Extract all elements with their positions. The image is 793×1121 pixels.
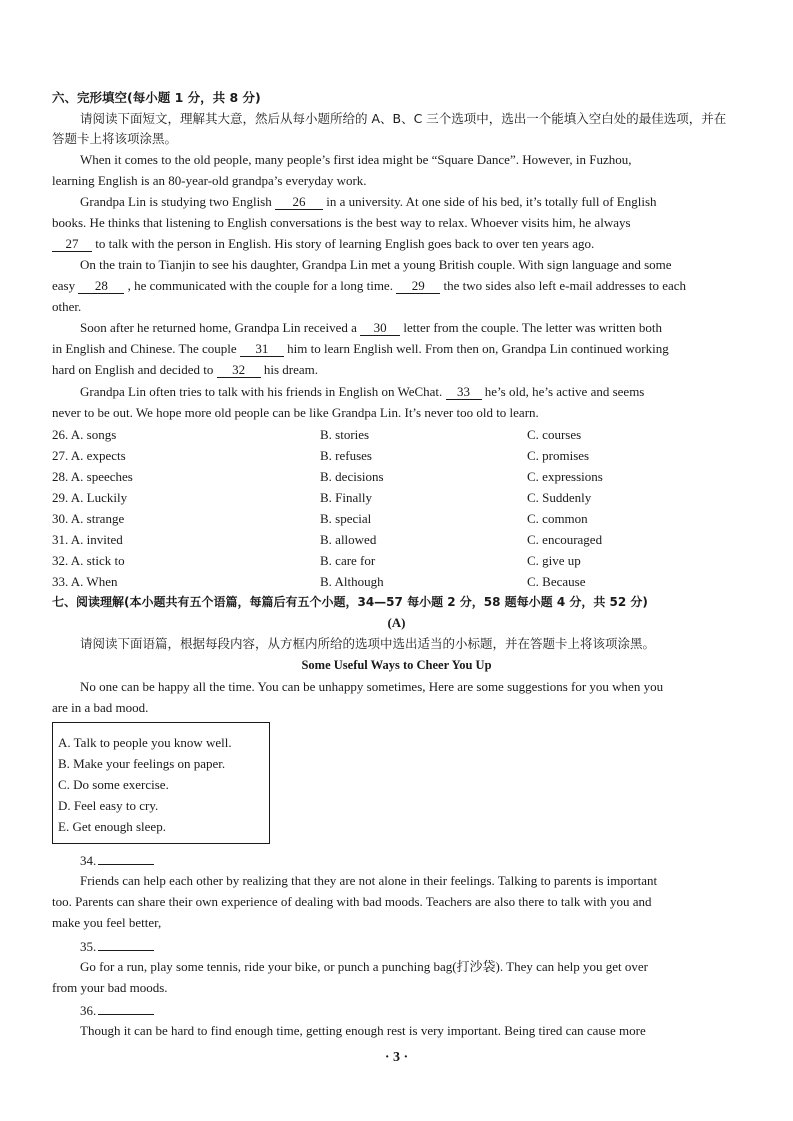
text: hard on English and decided to <box>52 362 214 377</box>
option-27-b: B. refuses <box>320 448 372 463</box>
text: him to learn English well. From then on, Grandpa Lin continued working <box>287 341 669 356</box>
option-31-b: B. allowed <box>320 532 377 547</box>
option-33-b: B. Although <box>320 574 384 589</box>
blank-28: 28 <box>78 279 124 294</box>
section7-instruction: 请阅读下面语篇，根据每段内容，从方框内所给的选项中选出适当的小标题，并在答题卡上将该项涂黑。 <box>80 636 656 651</box>
box-option-b: B. Make your feelings on paper. <box>58 756 226 771</box>
page-number: · 3 · <box>384 1050 409 1065</box>
passage-p1-line2: learning English is an 80-year-old grandpa’s everyday work. <box>52 173 367 188</box>
section6-heading: 六、完形填空(每小题 1 分，共 8 分) <box>52 90 261 105</box>
answer-blank-34 <box>98 852 154 865</box>
option-29-b: B. Finally <box>320 490 373 505</box>
option-31-c: C. encouraged <box>527 532 603 547</box>
passage-title: Some Useful Ways to Cheer You Up <box>301 658 492 672</box>
text: Grandpa Lin often tries to talk with his friends in English on WeChat. <box>80 384 443 399</box>
text: letter from the couple. The letter was written both <box>403 320 662 335</box>
passage-p3-line3: other. <box>52 299 82 314</box>
answer-blank-36 <box>98 1002 154 1015</box>
blank-29: 29 <box>396 279 440 294</box>
option-26-c: C. courses <box>527 427 582 442</box>
option-30-a: 30. A. strange <box>52 511 125 526</box>
passage-p4-line2 <box>52 341 669 357</box>
option-27-a: 27. A. expects <box>52 448 126 463</box>
box-option-e: E. Get enough sleep. <box>58 819 166 834</box>
passage-p4-line3 <box>52 362 318 378</box>
blank-30: 30 <box>360 321 400 336</box>
blank-33: 33 <box>446 385 482 400</box>
passage-p3-line1: On the train to Tianjin to see his daughter, Grandpa Lin met a young British couple. With sign language and some <box>80 257 672 272</box>
text: to talk with the person in English. His story of learning English goes back to over ten years ago. <box>95 236 595 251</box>
section6-instruction-line2: 答题卡上将该项涂黑。 <box>52 131 178 146</box>
option-32-c: C. give up <box>527 553 581 568</box>
option-26-a: 26. A. songs <box>52 427 117 442</box>
passage-p2-line2: books. He thinks that listening to English conversations is the best way to relax. Whoever visits him, he always <box>52 215 631 230</box>
text: , he communicated with the couple for a long time. <box>127 278 393 293</box>
box-option-d: D. Feel easy to cry. <box>58 798 159 813</box>
para-36-line1: Though it can be hard to find enough time, getting enough rest is very important. Being tired can cause more <box>80 1023 646 1038</box>
text: he’s old, he’s active and seems <box>484 384 645 399</box>
passage-p3-line2 <box>52 278 686 294</box>
passage-p1-line1: When it comes to the old people, many people’s first idea might be “Square Dance”. However, in Fuzhou, <box>80 152 632 167</box>
box-option-a: A. Talk to people you know well. <box>58 735 232 750</box>
text: easy <box>52 278 76 293</box>
passage-p5-line1 <box>80 384 644 400</box>
text: in English and Chinese. The couple <box>52 341 237 356</box>
text: the two sides also left e-mail addresses to each <box>443 278 687 293</box>
section7-heading: 七、阅读理解(本小题共有五个语篇，每篇后有五个小题，34—57 每小题 2 分，58 题每小题 4 分，共 52 分) <box>52 595 648 609</box>
text: his dream. <box>263 362 319 377</box>
blank-27: 27 <box>52 237 92 252</box>
option-32-a: 32. A. stick to <box>52 553 125 568</box>
section6-instruction-line1: 请阅读下面短文，理解其大意，然后从每小题所给的 A、B、C 三个选项中，选出一个能填入空白处的最佳选项，并在 <box>80 111 727 126</box>
question-number: 34. <box>80 853 97 868</box>
option-32-b: B. care for <box>320 553 376 568</box>
blank-31: 31 <box>240 342 284 357</box>
option-30-c: C. common <box>527 511 588 526</box>
option-33-c: C. Because <box>527 574 586 589</box>
intro-line1: No one can be happy all the time. You can be unhappy sometimes, Here are some suggestions for you when you <box>80 679 664 694</box>
passage-p2-line1 <box>80 194 657 210</box>
option-33-a: 33. A. When <box>52 574 118 589</box>
section7-part-label: (A) <box>387 615 406 630</box>
box-option-c: C. Do some exercise. <box>58 777 169 792</box>
question-36 <box>80 1002 154 1019</box>
option-28-c: C. expressions <box>527 469 603 484</box>
option-28-b: B. decisions <box>320 469 384 484</box>
option-29-c: C. Suddenly <box>527 490 592 505</box>
option-28-a: 28. A. speeches <box>52 469 133 484</box>
passage-p5-line2: never to be out. We hope more old people can be like Grandpa Lin. It’s never too old to learn. <box>52 405 539 420</box>
blank-32: 32 <box>217 363 261 378</box>
question-number: 36. <box>80 1003 97 1018</box>
passage-p2-line3 <box>52 236 594 252</box>
text: Soon after he returned home, Grandpa Lin received a <box>80 320 357 335</box>
passage-p4-line1 <box>80 320 662 336</box>
question-34 <box>80 852 154 869</box>
text: in a university. At one side of his bed, it’s totally full of English <box>326 194 657 209</box>
answer-blank-35 <box>98 938 154 951</box>
question-35 <box>80 938 154 955</box>
intro-line2: are in a bad mood. <box>52 700 149 715</box>
option-29-a: 29. A. Luckily <box>52 490 128 505</box>
option-27-c: C. promises <box>527 448 590 463</box>
question-number: 35. <box>80 939 97 954</box>
para-34-line1: Friends can help each other by realizing that they are not alone in their feelings. Talking to parents is important <box>80 873 658 888</box>
blank-26: 26 <box>275 195 323 210</box>
para-34-line3: make you feel better, <box>52 915 162 930</box>
para-35-line2: from your bad moods. <box>52 980 168 995</box>
option-26-b: B. stories <box>320 427 370 442</box>
option-30-b: B. special <box>320 511 372 526</box>
para-34-line2: too. Parents can share their own experience of dealing with bad moods. Teachers are also there to talk with you and <box>52 894 652 909</box>
para-35-line1: Go for a run, play some tennis, ride your bike, or punch a punching bag(打沙袋). They can help you get over <box>80 959 649 974</box>
option-31-a: 31. A. invited <box>52 532 123 547</box>
text: Grandpa Lin is studying two English <box>80 194 272 209</box>
